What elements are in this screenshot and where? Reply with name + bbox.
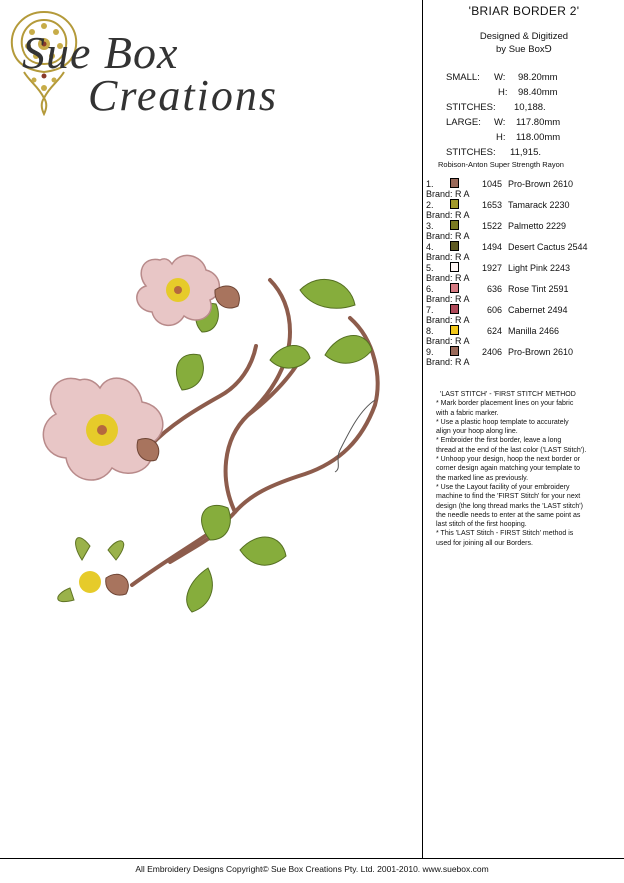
color-name: Manilla 2466 [508,326,560,336]
color-code: 1522 [481,221,502,231]
method-line: * Mark border placement lines on your fabric [436,400,574,408]
color-code: 1045 [481,179,502,189]
thread-brand: Robison-Anton Super Strength Rayon [438,160,564,169]
color-name: Pro-Brown 2610 [508,347,574,357]
color-code: 1927 [481,263,502,273]
footer-divider [0,858,624,859]
method-line: * Use a plastic hoop template to accurately [436,418,569,426]
color-number: 6. [426,284,434,294]
color-item [424,345,624,366]
color-name: Light Pink 2243 [508,263,571,273]
color-name: Tamarack 2230 [508,200,570,210]
method-line: * Embroider the first border, leave a long [436,437,562,445]
color-brand: Brand: R A [426,252,470,262]
color-name: Cabernet 2494 [508,305,568,315]
large-width-label: W: [494,117,506,128]
color-number: 1. [426,179,434,189]
stitch-method-instructions [436,390,620,548]
color-brand: Brand: R A [426,189,470,199]
large-height-value: 118.00mm [516,132,561,143]
color-item [424,261,624,282]
method-line: used for joining all our Borders. [436,539,533,547]
color-name: Pro-Brown 2610 [508,179,574,189]
method-line: align your hoop along line. [436,428,518,436]
color-code: 624 [486,326,502,336]
method-line: the needle needs to enter at the same point as [436,511,581,519]
large-width-value: 117.80mm [516,117,561,128]
designer-credit-line2: by Sue Box⅁ [496,44,552,55]
color-code: 1653 [481,200,502,210]
color-number: 3. [426,221,434,231]
method-line: thread at the end of the last color ('LAST Stitch'). [436,446,587,454]
color-item [424,219,624,240]
copyright-footer: All Embroidery Designs Copyright© Sue Box Creations Pty. Ltd. 2001-2010. www.suebox.com [135,864,489,874]
color-swatch [450,220,459,230]
color-brand: Brand: R A [426,315,470,325]
method-line: last stitch of the first hooping. [436,521,527,529]
small-height-label: H: [498,87,508,98]
color-swatch [450,199,459,209]
logo-text-line2: Creations [88,71,278,120]
color-item [424,324,624,345]
color-swatch [450,241,459,251]
color-swatch [450,178,459,188]
color-brand: Brand: R A [426,210,470,220]
color-name: Desert Cactus 2544 [508,242,588,252]
design-title: 'BRIAR BORDER 2' [468,4,580,18]
large-stitches-value: 11,915. [510,147,541,158]
vertical-divider [422,0,423,858]
color-code: 636 [486,284,502,294]
method-line: corner design again matching your template to [436,465,580,473]
method-line: with a fabric marker. [436,409,499,417]
color-code: 606 [486,305,502,315]
method-line: * Unhoop your design, hoop the next border or [436,456,580,464]
method-line: * This 'LAST Stitch - FIRST Stitch' method is [436,530,574,538]
color-brand: Brand: R A [426,336,470,346]
method-line: machine to find the 'FIRST Stitch' for your next [436,493,581,501]
color-item [424,240,624,261]
method-line: * Use the Layout facility of your embroidery [436,483,570,491]
color-name: Palmetto 2229 [508,221,567,231]
color-number: 4. [426,242,434,252]
color-number: 7. [426,305,434,315]
color-item [424,198,624,219]
color-item [424,177,624,198]
logo-text-line1: Sue Box [22,27,179,78]
color-code: 2406 [481,347,502,357]
small-width-label: W: [494,72,506,83]
color-brand: Brand: R A [426,357,470,367]
color-swatch [450,325,459,335]
designer-credit-line1: Designed & Digitized [479,31,569,42]
briar-border-embroidery-image [20,250,390,620]
color-item [424,282,624,303]
method-line: design (the long thread marks the 'LAST stitch') [436,502,583,510]
color-number: 5. [426,263,434,273]
color-code: 1494 [481,242,502,252]
large-height-label: H: [496,132,506,143]
small-stitches-value: 10,188. [514,102,546,113]
color-swatch [450,283,459,293]
method-heading: 'LAST STITCH' - 'FIRST STITCH' METHOD [440,391,576,398]
small-width-value: 98.20mm [518,72,558,83]
large-label: LARGE: [446,117,481,128]
small-stitches-label: STITCHES: [446,102,496,113]
small-height-value: 98.40mm [518,87,558,98]
designer-credit [424,30,624,56]
color-name: Rose Tint 2591 [508,284,569,294]
color-item [424,303,624,324]
method-line: the marked line as previously. [436,474,529,482]
large-stitches-label: STITCHES: [446,147,496,158]
color-number: 8. [426,326,434,336]
color-swatch [450,346,459,356]
brand-logo [4,6,278,120]
color-swatch [450,262,459,272]
color-brand: Brand: R A [426,273,470,283]
color-brand: Brand: R A [426,231,470,241]
color-number: 9. [426,347,434,357]
small-label: SMALL: [446,72,480,83]
color-swatch [450,304,459,314]
color-number: 2. [426,200,434,210]
color-brand: Brand: R A [426,294,470,304]
